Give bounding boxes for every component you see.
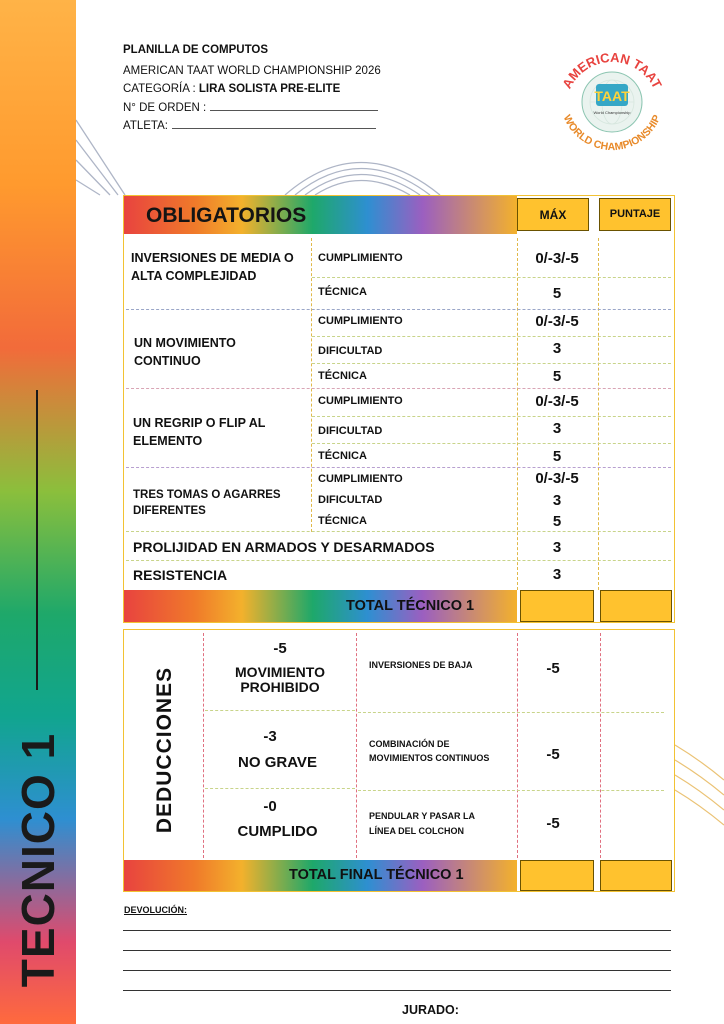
max-value: 5 (552, 368, 562, 385)
logo-center: TAAT (594, 88, 630, 104)
ded-divider (600, 633, 601, 858)
row-divider (312, 443, 671, 444)
max-value: 0/-3/-5 (535, 313, 579, 330)
criterion: TÉCNICA (318, 450, 367, 462)
devolucion-label: DEVOLUCIÓN: (124, 905, 187, 915)
level-value: -0 (263, 798, 277, 815)
max-value: 0/-3/-5 (535, 393, 579, 410)
max-value: 0/-3/-5 (535, 470, 579, 487)
deduction-value: -5 (546, 815, 560, 832)
total-final-label: TOTAL FINAL TÉCNICO 1 (289, 867, 464, 883)
category-value: LIRA SOLISTA PRE-ELITE (198, 83, 341, 95)
row-divider (126, 560, 671, 561)
ded-divider (203, 633, 204, 858)
row-divider (312, 416, 671, 417)
athlete-row (123, 119, 376, 132)
col-divider-1 (311, 238, 312, 532)
row-divider (358, 790, 664, 791)
row-divider (312, 363, 671, 364)
total-tecnico-max-cell (520, 590, 594, 622)
deduction-label: COMBINACIÓN DE MOVIMIENTOS CONTINUOS (369, 739, 490, 763)
deducciones-title: DEDUCCIONES (153, 666, 176, 834)
row-divider (126, 309, 671, 310)
max-header: MÁX (539, 208, 567, 222)
group-label-inversiones: INVERSIONES DE MEDIA O ALTA COMPLEJIDAD (131, 251, 294, 283)
deduction-label: PENDULAR Y PASAR LA LÍNEA DEL COLCHON (369, 811, 475, 836)
resistencia-label: RESISTENCIA (133, 567, 228, 583)
group-label-tomas: TRES TOMAS O AGARRES DIFERENTES (133, 489, 281, 517)
sidebar-line (36, 390, 38, 690)
criterion: CUMPLIMIENTO (318, 395, 403, 407)
logo-bottom-text: WORLD CHAMPIONSHIP (560, 112, 664, 154)
sheet-title: PLANILLA DE COMPUTOS (123, 44, 269, 56)
criterion: TÉCNICA (318, 515, 367, 527)
criterion: TÉCNICA (318, 286, 367, 298)
row-divider (312, 277, 671, 278)
max-value: 3 (552, 492, 562, 509)
prolijidad-label: PROLIJIDAD EN ARMADOS Y DESARMADOS (133, 539, 435, 555)
row-divider (358, 712, 664, 713)
deduction-label: INVERSIONES DE BAJA (369, 660, 473, 670)
total-final-score-field[interactable] (600, 860, 672, 891)
group-label-regrip: UN REGRIP O FLIP AL ELEMENTO (133, 416, 266, 448)
athlete-field[interactable] (172, 119, 376, 129)
total-tecnico-score-field[interactable] (600, 590, 672, 622)
criterion: CUMPLIMIENTO (318, 252, 403, 264)
max-value: 5 (552, 285, 562, 302)
row-divider (126, 388, 671, 389)
score-header: PUNTAJE (609, 208, 661, 220)
max-value: 3 (552, 566, 562, 583)
level-label: NO GRAVE (238, 754, 317, 771)
order-field[interactable] (210, 101, 378, 111)
athlete-label: ATLETA: (123, 120, 168, 132)
criterion: CUMPLIMIENTO (318, 315, 403, 327)
row-divider (126, 467, 671, 468)
total-final-max-cell (520, 860, 594, 891)
max-value: 0/-3/-5 (535, 250, 579, 267)
row-divider (312, 336, 671, 337)
row-divider (205, 710, 355, 711)
criterion: CUMPLIMIENTO (318, 473, 403, 485)
order-label: N° DE ORDEN : (123, 102, 207, 114)
jurado-label: JURADO: (402, 1003, 459, 1017)
sidebar-title: TECNICO 1 (12, 732, 64, 988)
row-divider (126, 531, 671, 532)
devolucion-line[interactable] (123, 950, 671, 951)
deduction-value: -5 (546, 660, 560, 677)
category-label: CATEGORÍA : (123, 83, 196, 95)
level-label: CUMPLIDO (237, 823, 318, 840)
logo-center-sub: World Championship (593, 110, 631, 115)
devolucion-line[interactable] (123, 970, 671, 971)
criterion: TÉCNICA (318, 370, 367, 382)
level-label: MOVIMIENTO PROHIBIDO (235, 664, 325, 695)
max-value: 5 (552, 448, 562, 465)
level-value: -5 (273, 640, 287, 657)
criterion: DIFICULTAD (318, 494, 383, 506)
level-value: -3 (263, 728, 277, 745)
logo-top-text: AMERICAN TAAT (559, 49, 665, 91)
taat-logo (548, 38, 676, 166)
max-value: 5 (552, 513, 562, 530)
max-value: 3 (552, 420, 562, 437)
max-value: 3 (552, 340, 562, 357)
devolucion-line[interactable] (123, 990, 671, 991)
max-value: 3 (552, 539, 562, 556)
row-divider (205, 788, 355, 789)
criterion: DIFICULTAD (318, 425, 383, 437)
ded-divider (356, 633, 357, 858)
devolucion-line[interactable] (123, 930, 671, 931)
order-row (123, 101, 378, 114)
criterion: DIFICULTAD (318, 345, 383, 357)
category-row (123, 83, 340, 95)
deduction-value: -5 (546, 746, 560, 763)
col-divider-3 (598, 238, 599, 590)
group-label-movimiento: UN MOVIMIENTO CONTINUO (134, 336, 236, 368)
total-tecnico-label: TOTAL TÉCNICO 1 (346, 598, 475, 614)
event-name: AMERICAN TAAT WORLD CHAMPIONSHIP 2026 (123, 65, 381, 77)
obligatorios-title: OBLIGATORIOS (146, 204, 307, 227)
